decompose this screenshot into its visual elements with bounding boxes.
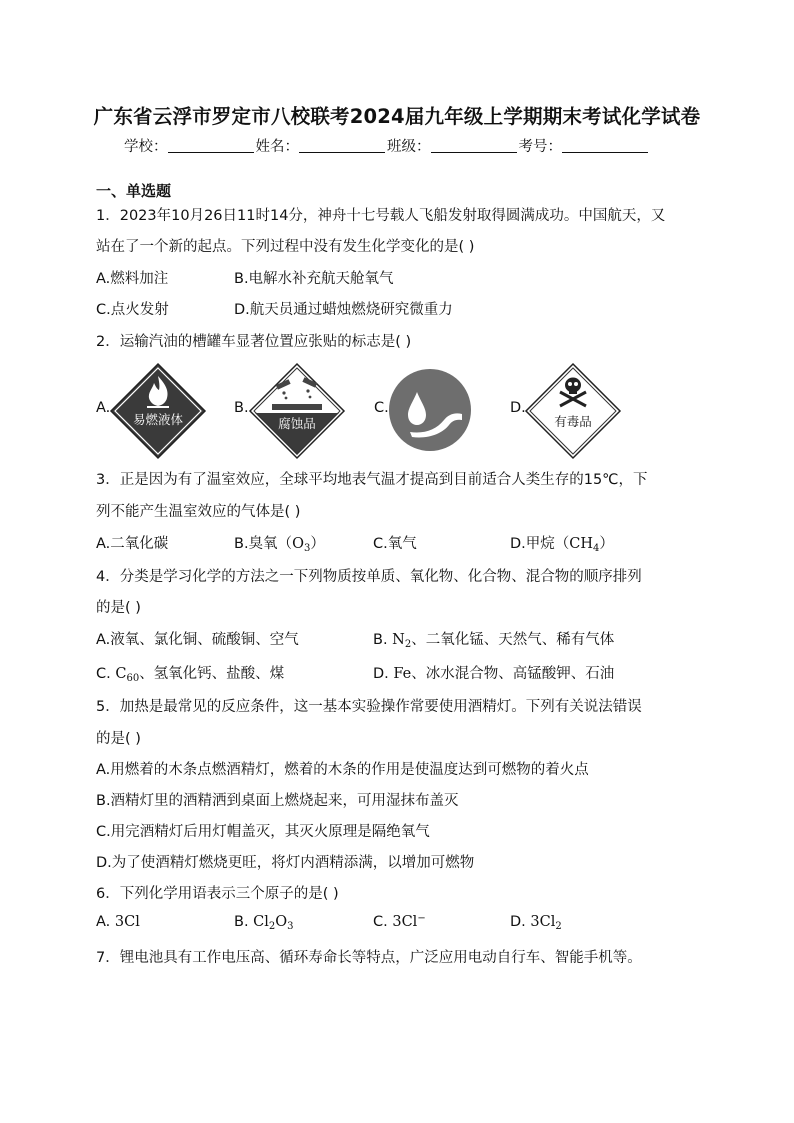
q3-d-formula: CH <box>569 536 594 552</box>
q5-option-b[interactable]: B.酒精灯里的酒精洒到桌面上燃烧起来，可用湿抹布盖灭 <box>96 793 459 809</box>
q6-option-a[interactable] <box>96 914 140 930</box>
q6-c-prefix: C. <box>373 914 393 930</box>
q1-option-d[interactable]: D.航天员通过蜡烛燃烧研究微重力 <box>234 302 453 318</box>
q3-b-suffix: ） <box>310 536 325 552</box>
q4-b-prefix: B. <box>373 632 393 648</box>
name-blank[interactable] <box>299 138 385 153</box>
q2-option-b-label[interactable]: B. <box>234 400 249 416</box>
q1-option-c[interactable]: C.点火发射 <box>96 302 169 318</box>
name-label: 姓名： <box>255 139 299 155</box>
sign-b-text: 腐蚀品 <box>278 416 316 431</box>
q4-c-suffix: 、氢氧化钙、盐酸、煤 <box>139 666 285 682</box>
q6-b-subscript-1: 2 <box>268 921 276 932</box>
q6-option-b[interactable] <box>234 914 294 930</box>
class-blank[interactable] <box>431 138 517 153</box>
q4-stem-line1: 4．分类是学习化学的方法之一下列物质按单质、氧化物、化合物、混合物的顺序排列 <box>96 569 642 585</box>
q3-b-prefix: B.臭氧（ <box>234 536 293 552</box>
class-label: 班级： <box>387 139 431 155</box>
q1-option-a[interactable]: A.燃料加注 <box>96 271 169 287</box>
school-label: 学校： <box>124 139 168 155</box>
q2-option-d-label[interactable]: D. <box>510 400 526 416</box>
page-title: 广东省云浮市罗定市八校联考2024届九年级上学期期末考试化学试卷 <box>93 105 701 128</box>
q5-stem-line1: 5．加热是最常见的反应条件，这一基本实验操作常要使用酒精灯。下列有关说法错误 <box>96 699 642 715</box>
toxic-sign <box>524 362 622 460</box>
q6-option-d[interactable] <box>510 914 562 930</box>
sign-d-text: 有毒品 <box>554 414 592 429</box>
q3-stem-line1: 3．正是因为有了温室效应，全球平均地表气温才提高到目前适合人类生存的15℃，下 <box>96 472 648 488</box>
q4-d-suffix: 、冰水混合物、高锰酸钾、石油 <box>411 666 615 682</box>
q6-option-c[interactable] <box>373 914 426 930</box>
q3-stem-line2: 列不能产生温室效应的气体是( ) <box>96 504 301 520</box>
q1-option-b[interactable]: B.电解水补充航天舱氧气 <box>234 271 394 287</box>
q6-b-formula-1: Cl <box>253 914 269 930</box>
q5-option-d[interactable]: D.为了使酒精灯燃烧更旺，将灯内酒精添满，以增加可燃物 <box>96 855 475 871</box>
q3-option-a[interactable]: A.二氧化碳 <box>96 536 169 552</box>
q7-stem-line1: 7．锂电池具有工作电压高、循环寿命长等特点，广泛应用电动自行车、智能手机等。 <box>96 950 642 966</box>
q4-option-a[interactable]: A.液氧、氯化铜、硫酸铜、空气 <box>96 632 299 648</box>
exam-no-blank[interactable] <box>562 138 648 153</box>
q6-a-prefix: A. <box>96 914 115 930</box>
q3-b-subscript: 3 <box>303 543 311 554</box>
q4-stem-line2: 的是( ) <box>96 600 141 616</box>
q3-b-formula: O <box>292 536 304 552</box>
q4-option-c[interactable] <box>96 662 284 683</box>
q6-a-formula: 3Cl <box>114 914 140 930</box>
q4-b-subscript: 2 <box>404 639 412 650</box>
q3-d-prefix: D.甲烷（ <box>510 536 570 552</box>
q3-option-c[interactable]: C.氧气 <box>373 536 417 552</box>
q3-option-b[interactable] <box>234 532 325 553</box>
q4-c-formula: C <box>115 666 127 682</box>
q6-d-prefix: D. <box>510 914 531 930</box>
q2-option-c-label[interactable]: C. <box>374 400 389 416</box>
q5-option-c[interactable]: C.用完酒精灯后用灯帽盖灭，其灭火原理是隔绝氧气 <box>96 824 430 840</box>
q6-stem: 6．下列化学用语表示三个原子的是( ) <box>96 886 339 902</box>
school-blank[interactable] <box>168 138 254 153</box>
q3-option-d[interactable] <box>510 532 614 553</box>
q6-c-superscript: − <box>417 913 426 924</box>
q6-b-formula-2: O <box>275 914 288 930</box>
q4-option-b[interactable] <box>373 628 614 649</box>
q4-d-prefix: D. <box>373 666 394 682</box>
q6-d-subscript: 2 <box>555 921 562 932</box>
student-info-line <box>124 135 650 156</box>
q3-d-suffix: ） <box>599 536 614 552</box>
q2-option-a-label[interactable]: A. <box>96 400 111 416</box>
q6-d-formula: 3Cl <box>530 914 556 930</box>
q4-c-subscript: 60 <box>126 673 140 684</box>
q4-d-formula: Fe <box>393 666 412 682</box>
corrosive-sign <box>248 362 346 460</box>
flammable-liquid-sign <box>109 362 207 460</box>
q1-stem-line2: 站在了一个新的起点。下列过程中没有发生化学变化的是( ) <box>96 239 475 255</box>
q4-option-d[interactable] <box>373 662 614 683</box>
water-saving-sign <box>388 368 472 452</box>
q3-d-subscript: 4 <box>593 543 600 554</box>
q6-b-prefix: B. <box>234 914 254 930</box>
q5-stem-line2: 的是( ) <box>96 731 141 747</box>
q4-b-suffix: 、二氧化锰、天然气、稀有气体 <box>411 632 615 648</box>
q2-stem: 2．运输汽油的槽罐车显著位置应张贴的标志是( ) <box>96 334 412 350</box>
q5-option-a[interactable]: A.用燃着的木条点燃酒精灯，燃着的木条的作用是使温度达到可燃物的着火点 <box>96 762 589 778</box>
q6-b-subscript-2: 3 <box>287 921 294 932</box>
exam-no-label: 考号： <box>518 139 562 155</box>
q6-c-formula: 3Cl <box>392 914 418 930</box>
q1-stem-line1: 1．2023年10月26日11时14分，神舟十七号载人飞船发射取得圆满成功。中国航天，又 <box>96 208 666 224</box>
q4-b-formula: N <box>392 632 405 648</box>
section-heading: 一、单选题 <box>96 182 172 200</box>
q4-c-prefix: C. <box>96 666 116 682</box>
sign-a-text: 易燃液体 <box>132 412 184 427</box>
